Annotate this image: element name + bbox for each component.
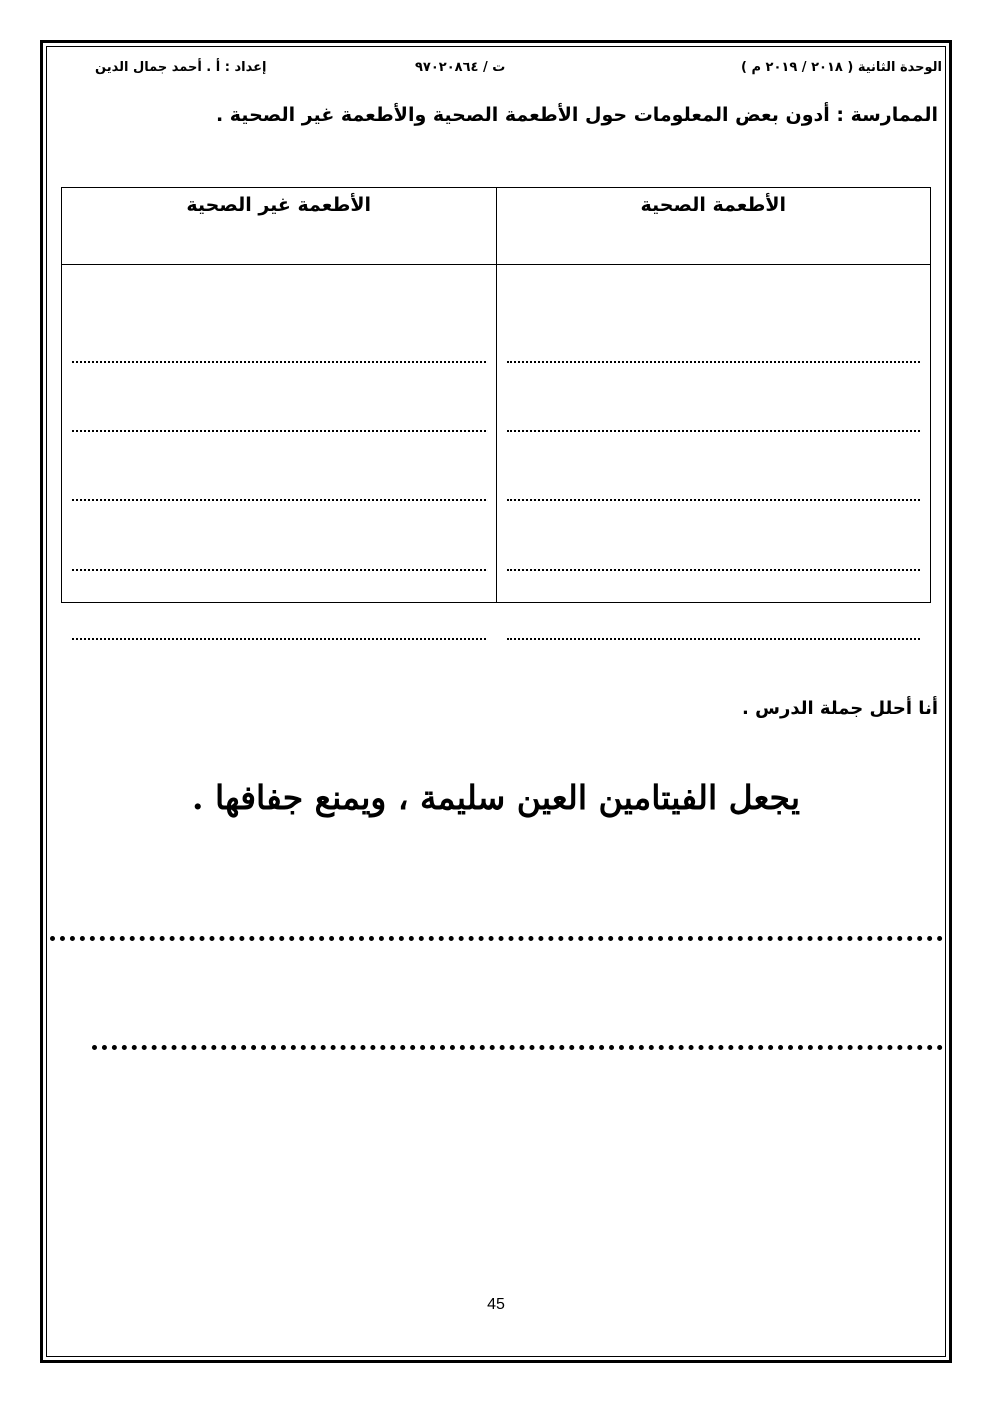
unhealthy-foods-answer-cell[interactable] — [62, 265, 497, 603]
answer-dotted-line — [507, 361, 921, 363]
answer-dotted-line — [507, 499, 921, 501]
answer-dotted-line — [72, 638, 486, 640]
lesson-sentence-text: يجعل الفيتامين العين سليمة ، ويمنع جفافها . — [191, 778, 801, 817]
healthy-foods-answer-cell[interactable] — [496, 265, 931, 603]
header-phone: ت / ٩٧٠٢٠٨٦٤ — [415, 60, 506, 75]
analysis-heading: أنا أحلل جملة الدرس . — [742, 698, 938, 719]
header-author: إعداد : أ . أحمد جمال الدين — [95, 60, 267, 75]
analysis-answer-line-1[interactable] — [50, 936, 943, 941]
lesson-sentence — [0, 778, 992, 817]
answer-dotted-line — [72, 569, 486, 571]
answer-dotted-line — [507, 638, 921, 640]
unhealthy-foods-header: الأطعمة غير الصحية — [62, 188, 497, 265]
answer-dotted-line — [72, 361, 486, 363]
foods-table — [61, 187, 931, 603]
answer-dotted-line — [507, 430, 921, 432]
answer-dotted-line — [72, 499, 486, 501]
answer-dotted-line — [72, 430, 486, 432]
page-number: 45 — [487, 1296, 505, 1313]
header-unit: الوحدة الثانية ( ٢٠١٨ / ٢٠١٩ م ) — [740, 60, 942, 75]
table-answer-row — [62, 265, 931, 603]
answer-dotted-line — [507, 569, 921, 571]
analysis-answer-line-2[interactable] — [92, 1045, 943, 1050]
table-header-row — [62, 188, 931, 265]
practice-instruction: الممارسة : أدون بعض المعلومات حول الأطعمة الصحية والأطعمة غير الصحية . — [215, 104, 938, 126]
healthy-foods-header: الأطعمة الصحية — [496, 188, 931, 265]
